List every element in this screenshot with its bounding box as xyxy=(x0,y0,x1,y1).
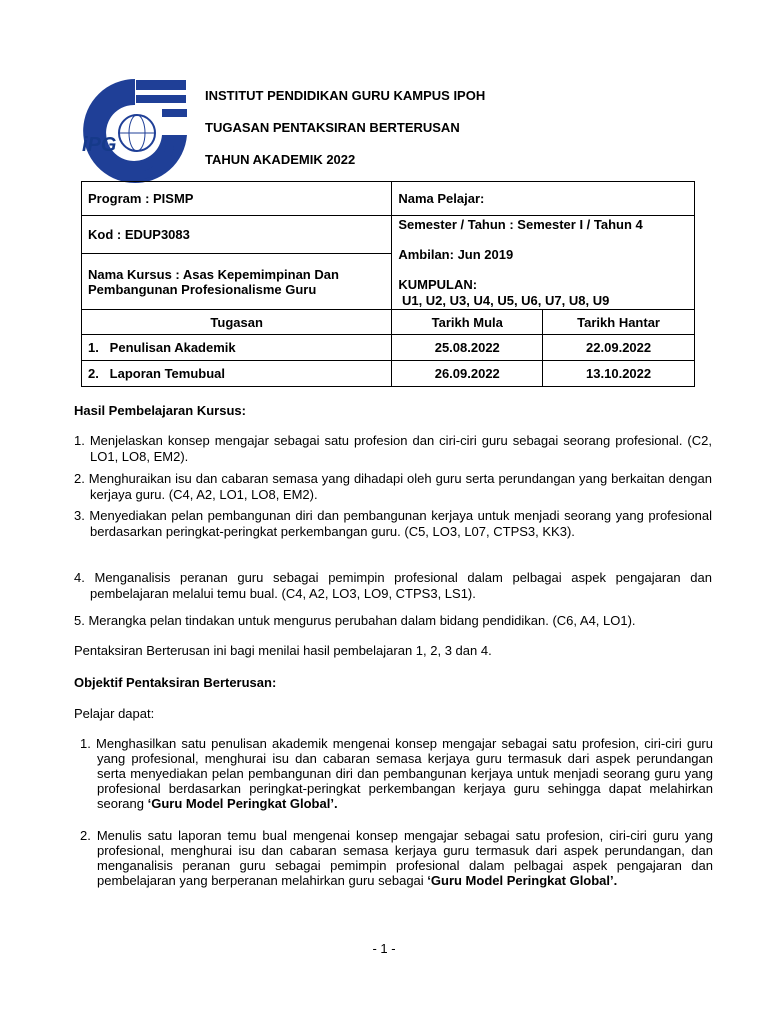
header-due-date: Tarikh Hantar xyxy=(543,310,695,335)
task-1-due: 22.09.2022 xyxy=(543,335,695,361)
intake-text: Ambilan: Jun 2019 xyxy=(398,247,514,262)
objective-2-text: 2. Menulis satu laporan temu bual mengenai konsep mengajar sebagai satu profesion, ciri-ciri guru yang profesional, menghurai isu dan cabaran semasa kerjaya guru termasuk dari aspek perundangan, dan menganalisis peranan guru sebagai pemimpin profesional dalam pelbagai aspek pengajaran dan pembelajaran yang berperanan melahirkan guru sebagai xyxy=(80,828,713,888)
academic-year: TAHUN AKADEMIK 2022 xyxy=(205,152,356,167)
group-value: U1, U2, U3, U4, U5, U6, U7, U8, U9 xyxy=(398,293,610,308)
student-name-cell: Nama Pelajar: xyxy=(392,182,695,216)
objective-2 xyxy=(80,828,713,888)
header-start-date: Tarikh Mula xyxy=(392,310,543,335)
assessment-note: Pentaksiran Berterusan ini bagi menilai hasil pembelajaran 1, 2, 3 dan 4. xyxy=(74,643,492,658)
header-tugasan: Tugasan xyxy=(82,310,392,335)
logo-text: iPG xyxy=(82,134,117,156)
learning-outcome-3: 3. Menyediakan pelan pembangunan diri dan pembangunan kerjaya untuk menjadi seorang yang profesional berdasarkan peringkat-peringkat perkembangan guru. (C5, LO3, L07, CTPS3, KK3). xyxy=(74,508,712,539)
course-name-line1: Nama Kursus : Asas Kepemimpinan Dan xyxy=(88,266,339,282)
learning-outcomes-title: Hasil Pembelajaran Kursus: xyxy=(74,403,246,418)
info-table xyxy=(81,181,695,387)
objectives-intro: Pelajar dapat: xyxy=(74,706,155,721)
task-2-start: 26.09.2022 xyxy=(392,361,543,387)
code-cell: Kod : EDUP3083 xyxy=(82,216,392,254)
objective-1-text: 1. Menghasilkan satu penulisan akademik mengenai konsep mengajar sebagai satu profesion, ciri-ciri guru yang profesional, menghurai isu dan cabaran semasa kerjaya guru termasuk dari aspek perundangan serta menyediakan pelan pembangunan diri dan pembangunan kerjaya untuk menjadi seorang guru yang profesional berdasarkan peringkat-peringkat perkembangan kerjaya guru sehingga dapat melahirkan seorang xyxy=(80,736,713,811)
task-1-name: 1. Penulisan Akademik xyxy=(82,335,392,361)
institute-name: INSTITUT PENDIDIKAN GURU KAMPUS IPOH xyxy=(205,88,486,103)
page-number: - 1 - xyxy=(372,941,396,956)
course-name-cell xyxy=(82,254,392,310)
learning-outcome-5: 5. Merangka pelan tindakan untuk mengurus perubahan dalam bidang pendidikan. (C6, A4, LO1). xyxy=(74,613,636,628)
objective-2-bold: ‘Guru Model Peringkat Global’. xyxy=(427,873,618,888)
assignment-title: TUGASAN PENTAKSIRAN BERTERUSAN xyxy=(205,120,460,135)
course-name-line2: Pembangunan Profesionalisme Guru xyxy=(88,281,317,297)
objectives-title: Objektif Pentaksiran Berterusan: xyxy=(74,675,277,690)
group-label: KUMPULAN: xyxy=(398,277,478,292)
ipg-logo xyxy=(74,75,196,187)
task-2-name: 2. Laporan Temubual xyxy=(82,361,392,387)
task-2-due: 13.10.2022 xyxy=(543,361,695,387)
learning-outcome-2: 2. Menghuraikan isu dan cabaran semasa yang dihadapi oleh guru serta perundangan yang berkaitan dengan kerjaya guru. (C4, A2, LO1, LO8, EM2). xyxy=(74,471,712,502)
semester-cell xyxy=(392,216,695,310)
semester-text: Semester / Tahun : Semester I / Tahun 4 xyxy=(398,217,643,232)
learning-outcome-1: 1. Menjelaskan konsep mengajar sebagai satu profesion dan ciri-ciri guru sebagai seorang profesional. (C2, LO1, LO8, EM2). xyxy=(74,433,712,464)
program-cell: Program : PISMP xyxy=(82,182,392,216)
objective-1 xyxy=(80,736,713,811)
learning-outcome-4: 4. Menganalisis peranan guru sebagai pemimpin profesional dalam pelbagai aspek pengajaran dan pembelajaran melalui temu bual. (C4, A2, LO3, LO9, CTPS3, LS1). xyxy=(74,570,712,601)
task-1-start: 25.08.2022 xyxy=(392,335,543,361)
objective-1-bold: ‘Guru Model Peringkat Global’. xyxy=(147,796,338,811)
